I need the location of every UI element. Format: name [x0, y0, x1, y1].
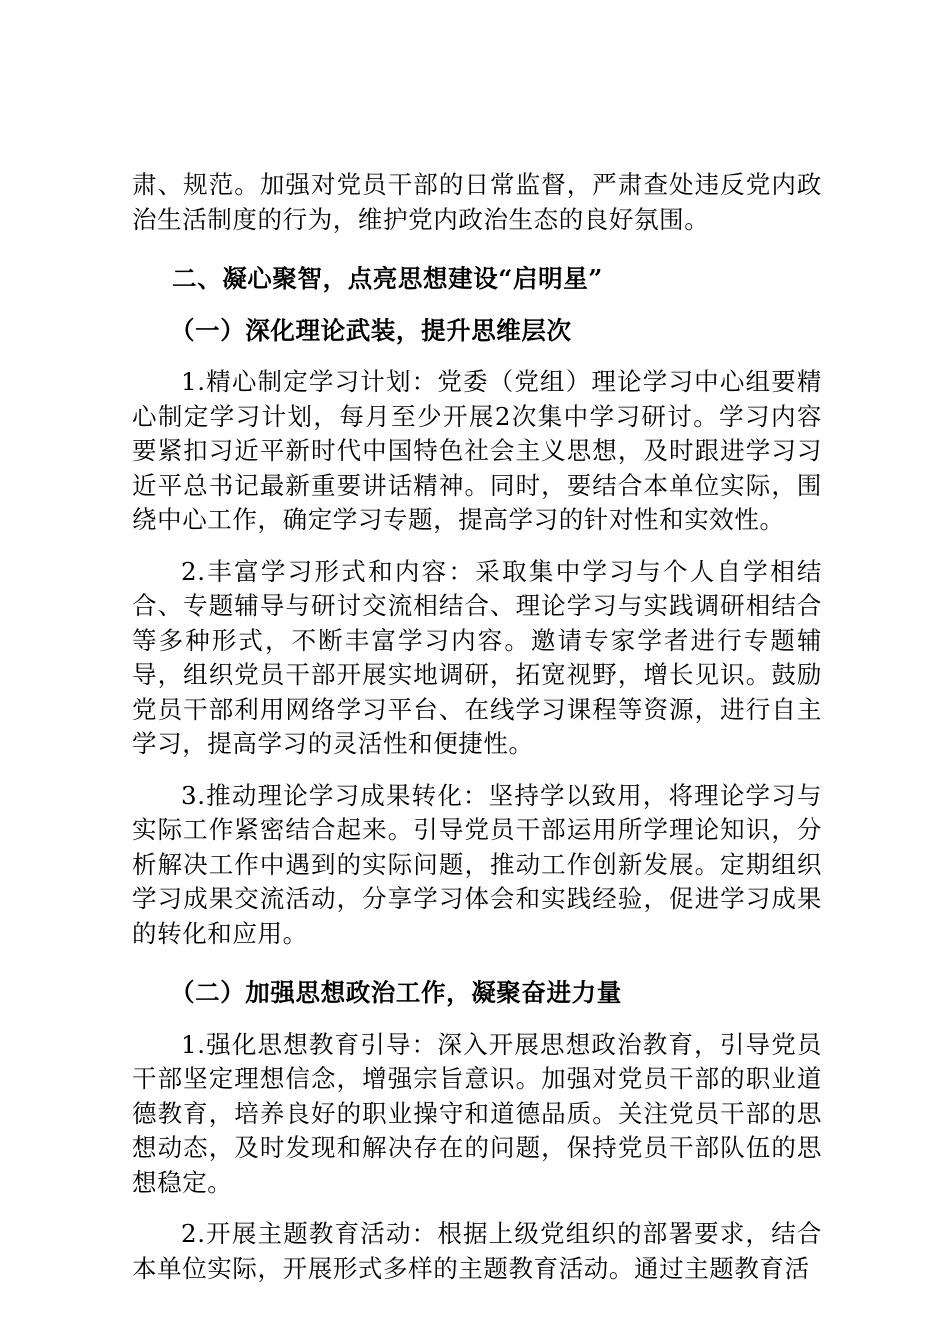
continuation-paragraph: 肃、规范。加强对党员干部的日常监督，严肃查处违反党内政治生活制度的行为，维护党内政治生态的良好氛围。	[132, 170, 822, 234]
subsection-2-item-2: 2.开展主题教育活动：根据上级党组织的部署要求，结合本单位实际，开展形式多样的主题教育活动。通过主题教育活	[132, 1219, 822, 1283]
subsection-1-item-1: 1.精心制定学习计划：党委（党组）理论学习中心组要精心制定学习计划，每月至少开展2次集中学习研讨。学习内容要紧扣习近平新时代中国特色社会主义思想，及时跟进学习习近平总书记最新重要讲话精神。同时，要结合本单位实际，围绕中心工作，确定学习专题，提高学习的针对性和实效性。	[132, 367, 822, 534]
subsection-1-item-3: 3.推动理论学习成果转化：坚持学以致用，将理论学习与实际工作紧密结合起来。引导党员干部运用所学理论知识，分析解决工作中遇到的实际问题，推动工作创新发展。定期组织学习成果交流活动，分享学习体会和实践经验，促进学习成果的转化和应用。	[132, 780, 822, 948]
subsection-2-heading: （二）加强思想政治工作，凝聚奋进力量	[170, 978, 622, 1007]
document-body	[132, 168, 822, 1286]
subsection-1-heading: （一）深化理论武装，提升思维层次	[170, 315, 572, 345]
subsection-2-item-1: 1.强化思想教育引导：深入开展思想政治教育，引导党员干部坚定理想信念，增强宗旨意识。加强对党员干部的职业道德教育，培养良好的职业操守和道德品质。关注党员干部的思想动态，及时发现和解决存在的问题，保持党员干部队伍的思想稳定。	[132, 1029, 822, 1197]
section-2-heading: 二、凝心聚智，点亮思想建设“启明星”	[172, 264, 603, 293]
subsection-1-item-2: 2.丰富学习形式和内容：采取集中学习与个人自学相结合、专题辅导与研讨交流相结合、理论学习与实践调研相结合等多种形式，不断丰富学习内容。邀请专家学者进行专题辅导，组织党员干部开展实地调研，拓宽视野，增长见识。鼓励党员干部利用网络学习平台、在线学习课程等资源，进行自主学习，提高学习的灵活性和便捷性。	[132, 556, 822, 758]
